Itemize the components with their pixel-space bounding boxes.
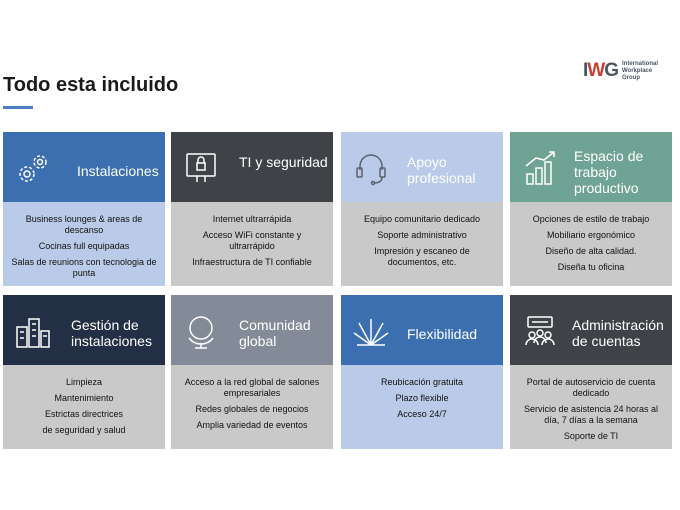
card-item: Limpieza xyxy=(65,377,103,387)
card-item: Internet ultrarrápida xyxy=(212,214,292,224)
card-label: Apoyo profesional xyxy=(407,154,476,186)
card-item: Reubicación gratuita xyxy=(380,377,464,387)
card-item: Redes globales de negocios xyxy=(195,404,309,414)
people-chat-icon xyxy=(520,311,560,351)
card-instalaciones xyxy=(3,132,165,286)
card-item: Servicio de asistencia 24 horas al día, 7 días a la semana xyxy=(523,404,659,425)
card-espacio xyxy=(510,132,672,286)
card-item: Soporte administrativo xyxy=(377,230,467,240)
monitor-lock-icon xyxy=(181,148,221,188)
card-body xyxy=(171,202,333,286)
card-body xyxy=(3,202,165,286)
card-body xyxy=(510,365,672,449)
card-item: Soporte de TI xyxy=(563,431,619,441)
card-label: Espacio de trabajo productivo xyxy=(574,148,644,196)
card-flexibilidad xyxy=(341,295,503,449)
page-title: Todo esta incluido xyxy=(3,74,179,96)
card-item: Estrictas directrices xyxy=(44,409,124,419)
card-header xyxy=(341,132,503,202)
bar-chart-icon xyxy=(520,148,560,188)
card-label: TI y seguridad xyxy=(239,154,328,170)
card-gestion xyxy=(3,295,165,449)
card-comunidad xyxy=(171,295,333,449)
card-item: Diseña tu oficina xyxy=(557,262,625,272)
logo-mark: IWG xyxy=(583,60,618,81)
card-body xyxy=(341,202,503,286)
card-item: Diseño de alta calidad. xyxy=(545,246,637,256)
card-body xyxy=(341,365,503,449)
card-header xyxy=(3,295,165,365)
title-underline xyxy=(3,106,33,109)
card-item: Business lounges & areas de descanso xyxy=(25,214,143,235)
card-header xyxy=(171,132,333,202)
card-item: Impresión y escaneo de documentos, etc. xyxy=(374,246,470,267)
logo-text: International Workplace Group xyxy=(622,60,659,81)
card-body xyxy=(510,202,672,286)
card-body xyxy=(3,365,165,449)
card-item: Acceso a la red global de salones empresariales xyxy=(184,377,320,398)
card-header xyxy=(341,295,503,365)
card-item: Cocinas full equipadas xyxy=(38,241,130,251)
card-item: de seguridad y salud xyxy=(42,425,126,435)
card-item: Plazo flexible xyxy=(395,393,449,403)
card-item: Opciones de estilo de trabajo xyxy=(532,214,650,224)
card-administracion xyxy=(510,295,672,449)
card-label: Instalaciones xyxy=(77,163,159,179)
card-label: Flexibilidad xyxy=(407,326,478,342)
card-item: Infraestructura de TI confiable xyxy=(192,257,312,267)
card-item: Salas de reunions con tecnologia de punta xyxy=(11,257,157,278)
card-header xyxy=(171,295,333,365)
card-item: Mobiliario ergonómico xyxy=(546,230,636,240)
card-item: Amplia variedad de eventos xyxy=(196,420,308,430)
buildings-icon xyxy=(13,311,53,351)
card-header xyxy=(510,295,672,365)
headset-icon xyxy=(351,148,391,188)
burst-icon xyxy=(351,311,391,351)
card-header xyxy=(3,132,165,202)
card-label: Comunidad global xyxy=(239,317,311,349)
card-label: Administración de cuentas xyxy=(572,317,664,349)
card-item: Mantenimiento xyxy=(54,393,114,403)
globe-icon xyxy=(181,311,221,351)
card-item: Acceso 24/7 xyxy=(397,409,447,419)
card-ti-seguridad xyxy=(171,132,333,286)
card-item: Portal de autoservicio de cuenta dedicado xyxy=(526,377,656,398)
card-label: Gestión de instalaciones xyxy=(71,317,152,349)
card-apoyo xyxy=(341,132,503,286)
iwg-logo xyxy=(583,60,658,82)
card-header xyxy=(510,132,672,202)
card-body xyxy=(171,365,333,449)
card-item: Equipo comunitario dedicado xyxy=(363,214,481,224)
gears-icon xyxy=(13,148,53,188)
card-item: Acceso WiFi constante y ultrarrápido xyxy=(202,230,302,251)
